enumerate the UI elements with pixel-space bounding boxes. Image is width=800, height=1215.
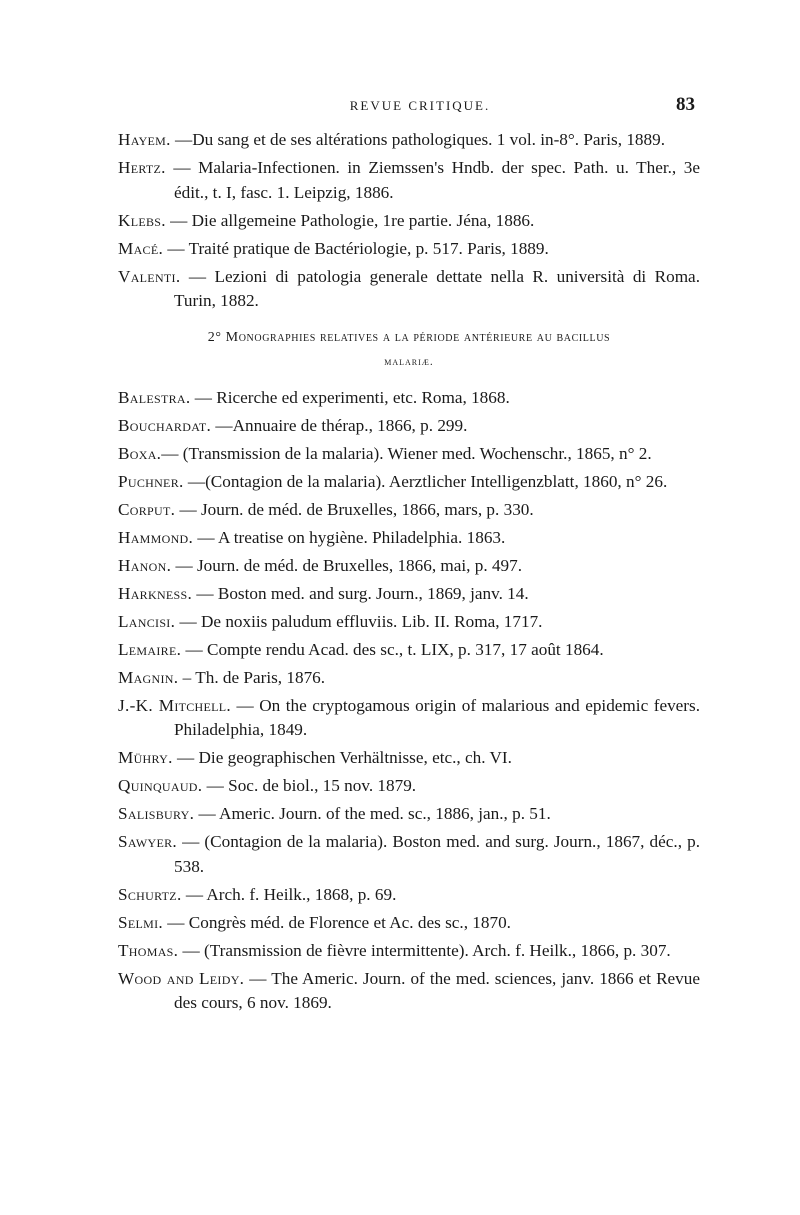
bibliography-entry	[118, 582, 700, 607]
bibliography-entry	[118, 610, 700, 635]
entry-author: Sawyer.	[118, 832, 177, 851]
entry-text: — (Transmission de fièvre intermittente). Arch. f. Heilk., 1866, p. 307.	[178, 940, 671, 960]
entry-author: Hammond.	[118, 527, 194, 547]
entry-author: Wood and Leidy.	[118, 968, 245, 988]
bibliography-entry	[118, 802, 700, 827]
entry-author: Quinquaud.	[118, 776, 203, 795]
bibliography-entry	[118, 967, 700, 1016]
entry-text: —Annuaire de thérap., 1866, p. 299.	[211, 415, 468, 435]
entry-text: — Die geographischen Verhältnisse, etc., ch. VI.	[172, 748, 512, 767]
section-subheading: malariæ.	[384, 355, 434, 368]
entry-author: Lancisi.	[118, 611, 176, 631]
entry-author: Hanon.	[118, 555, 172, 575]
section-heading	[118, 326, 700, 374]
entry-text: — Malaria-Infectionen. in Ziemssen's Hndb. der spec. Path. u. Ther., 3e édit., t. I, fasc. 1. Leipzig, 1886.	[165, 158, 700, 202]
bibliography-entry	[118, 830, 700, 879]
entry-text: — Compte rendu Acad. des sc., t. LIX, p. 317, 17 août 1864.	[181, 639, 604, 659]
entry-text: — De noxiis paludum effluviis. Lib. II. Roma, 1717.	[175, 611, 543, 631]
entry-text: — Traité pratique de Bactériologie, p. 517. Paris, 1889.	[163, 238, 549, 258]
bibliography-list-general	[118, 128, 700, 1019]
bibliography-entry	[118, 470, 700, 495]
bibliography-entry	[118, 526, 700, 551]
entry-author: Macé.	[118, 238, 164, 258]
entry-text: — Journ. de méd. de Bruxelles, 1866, mai, p. 497.	[171, 555, 523, 575]
section-heading-text: 2° Monographies relatives a la période antérieure au bacillus	[207, 329, 611, 345]
bibliography-entry	[118, 883, 700, 908]
entry-text: — Boston med. and surg. Journ., 1869, janv. 14.	[192, 583, 529, 603]
entry-author: Magnin.	[118, 667, 179, 687]
bibliography-entry	[118, 414, 700, 439]
entry-author: Corput.	[118, 499, 176, 519]
entry-text: —Du sang et de ses altérations pathologiques. 1 vol. in-8°. Paris, 1889.	[170, 130, 666, 149]
entry-text: — Congrès méd. de Florence et Ac. des sc., 1870.	[162, 912, 511, 932]
entry-text: — The Americ. Journ. of the med. sciences, janv. 1866 et Revue des cours, 6 nov. 1869.	[174, 968, 700, 1012]
bibliography-entry	[118, 746, 700, 771]
entry-text: — Arch. f. Heilk., 1868, p. 69.	[181, 884, 397, 904]
bibliography-entry	[118, 386, 700, 411]
bibliography-entry	[118, 774, 700, 799]
entry-author: Lemaire.	[118, 639, 182, 659]
entry-text: —(Contagion de la malaria). Aerztlicher Intelligenzblatt, 1860, n° 26.	[183, 471, 668, 491]
entry-author: Schurtz.	[118, 884, 182, 904]
running-title: REVUE CRITIQUE.	[349, 98, 491, 113]
entry-author: Puchner.	[118, 471, 184, 491]
entry-author: Salisbury.	[118, 804, 195, 823]
entry-author: Klebs.	[118, 210, 166, 230]
entry-text: — Journ. de méd. de Bruxelles, 1866, mars, p. 330.	[175, 499, 534, 519]
entry-author: Hayem.	[118, 130, 171, 149]
entry-text: — On the cryptogamous origin of malarious and epidemic fevers. Philadelphia, 1849.	[174, 695, 701, 739]
entry-text: — Americ. Journ. of the med. sc., 1886, jan., p. 51.	[194, 804, 551, 823]
bibliography-entry	[118, 554, 700, 579]
entry-text: — (Contagion de la malaria). Boston med. and surg. Journ., 1867, déc., p. 538.	[174, 832, 700, 876]
entry-author: Bouchardat.	[118, 415, 212, 435]
bibliography-entry	[118, 498, 700, 523]
entry-author: Boxa.	[118, 443, 162, 463]
entry-author: J.-K. Mitchell.	[118, 695, 232, 715]
bibliography-entry	[118, 694, 700, 743]
page-number: 83	[676, 94, 695, 115]
entry-text: — Lezioni di patologia generale dettate nella R. università di Roma. Turin, 1882.	[174, 266, 700, 310]
running-head	[150, 94, 695, 120]
entry-text: — A treatise on hygiène. Philadelphia. 1863.	[193, 527, 506, 547]
entry-text: — (Transmission de la malaria). Wiener med. Wochenschr., 1865, n° 2.	[161, 443, 652, 463]
bibliography-entry	[118, 442, 700, 467]
entry-text: – Th. de Paris, 1876.	[178, 667, 326, 687]
entry-text: — Soc. de biol., 15 nov. 1879.	[202, 776, 417, 795]
bibliography-entry	[118, 156, 700, 205]
entry-author: Thomas.	[118, 940, 179, 960]
bibliography-entry	[118, 265, 700, 314]
bibliography-entry	[118, 237, 700, 262]
bibliography-entry	[118, 666, 700, 691]
entry-author: Mühry.	[118, 748, 173, 767]
entry-author: Hertz.	[118, 158, 166, 177]
entry-author: Balestra.	[118, 387, 191, 407]
entry-text: — Ricerche ed experimenti, etc. Roma, 1868.	[190, 387, 510, 407]
entry-author: Harkness.	[118, 583, 193, 603]
entry-author: Valenti.	[118, 266, 181, 286]
bibliography-entry	[118, 939, 700, 964]
entry-text: — Die allgemeine Pathologie, 1re partie. Jéna, 1886.	[165, 210, 535, 230]
entry-author: Selmi.	[118, 912, 163, 932]
bibliography-entry	[118, 209, 700, 234]
bibliography-entry	[118, 128, 700, 153]
bibliography-entry	[118, 638, 700, 663]
bibliography-entry	[118, 911, 700, 936]
